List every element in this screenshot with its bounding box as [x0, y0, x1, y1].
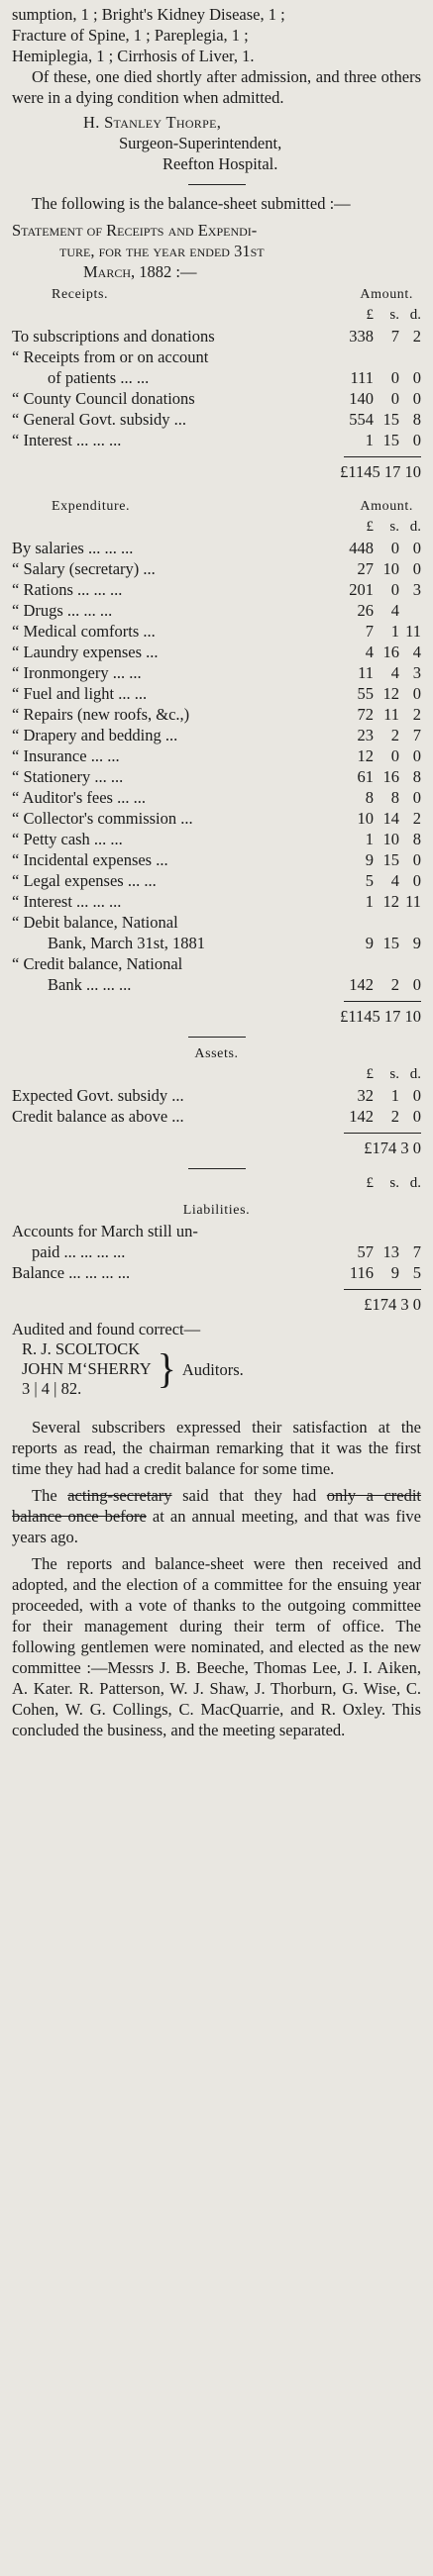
table-row	[12, 600, 421, 621]
amount-pence: 3	[412, 663, 421, 682]
amount-shillings: 9	[390, 1263, 399, 1282]
row-label: Accounts for March still un-	[12, 1222, 198, 1240]
amount-shillings: 14	[382, 809, 399, 828]
table-row	[12, 662, 421, 683]
audit-line: Audited and found correct—	[12, 1320, 201, 1338]
divider	[188, 1168, 246, 1169]
table-row	[12, 326, 421, 347]
amount-pence: 0	[412, 539, 421, 557]
table-row	[12, 558, 421, 579]
table-row	[12, 974, 421, 995]
amount-shillings: 13	[382, 1242, 399, 1261]
amount-shillings: 0	[390, 389, 399, 408]
table-row	[12, 683, 421, 704]
assets-table	[12, 1085, 421, 1127]
amount-pounds: 338	[349, 327, 374, 346]
row-label: “ Legal expenses ... ...	[12, 871, 157, 890]
row-label: Balance ... ... ... ...	[12, 1263, 131, 1282]
row-label: “ Fuel and light ... ...	[12, 684, 148, 703]
amount-pounds: 8	[365, 788, 374, 807]
amount-pounds: 72	[357, 705, 374, 724]
amount-pounds: 448	[349, 539, 374, 557]
row-label: “ Auditor's fees ... ...	[12, 788, 146, 807]
amount-pence: 0	[412, 788, 421, 807]
amount-pence: 11	[405, 622, 421, 641]
liabilities-table	[12, 1221, 421, 1283]
table-row	[12, 745, 421, 766]
row-label: “ Incidental expenses ...	[12, 850, 168, 869]
table-row	[12, 347, 421, 367]
table-row	[12, 787, 421, 808]
table-row	[12, 388, 421, 409]
amount-pence: 5	[412, 1263, 421, 1282]
units-row	[12, 517, 421, 538]
receipts-table	[12, 326, 421, 450]
signature-title: Surgeon-Superintendent,	[119, 134, 282, 152]
table-row	[12, 430, 421, 450]
table-row	[12, 704, 421, 725]
row-label: “ Insurance ... ...	[12, 746, 120, 765]
intro-line: Fracture of Spine, 1 ; Pareplegia, 1 ;	[12, 26, 249, 45]
expenditure-table	[12, 538, 421, 995]
amount-pounds: 1	[365, 892, 374, 911]
amount-pence: 0	[412, 684, 421, 703]
amount-pounds: 4	[365, 643, 374, 661]
row-label: “ Interest ... ... ...	[12, 892, 122, 911]
amount-pence: 8	[412, 410, 421, 429]
amount-pence	[399, 600, 421, 621]
row-label: “ Ironmongery ... ...	[12, 663, 142, 682]
amount-shillings: 2	[390, 726, 399, 744]
table-row	[12, 621, 421, 642]
amount-pence: 2	[412, 705, 421, 724]
balance-intro: The following is the balance-sheet submitted :—	[32, 194, 351, 213]
amount-shillings: 7	[390, 327, 399, 346]
row-label: of patients ... ...	[48, 368, 150, 387]
amount-pounds: 12	[357, 746, 374, 765]
amount-pence: 3	[412, 580, 421, 599]
table-row	[12, 538, 421, 558]
amount-pence: 2	[412, 327, 421, 346]
signature-block	[12, 112, 421, 174]
table-row	[12, 870, 421, 891]
amount-shillings: 4	[390, 601, 399, 620]
amount-pounds: 11	[358, 663, 374, 682]
unit-shillings: s.	[389, 1175, 399, 1191]
unit-pence: d.	[409, 1175, 421, 1191]
units-row	[12, 305, 421, 326]
amount-shillings: 0	[390, 368, 399, 387]
table-row	[12, 1262, 421, 1283]
assets-total: £174 3 0	[364, 1139, 421, 1157]
amount-shillings: 10	[382, 559, 399, 578]
row-label: “ Repairs (new roofs, &c.,)	[12, 705, 190, 724]
table-row	[12, 891, 421, 912]
amount-pounds: 10	[357, 809, 374, 828]
row-label: paid ... ... ... ...	[32, 1242, 126, 1261]
row-label: “ Rations ... ... ...	[12, 580, 123, 599]
unit-pence: d.	[409, 307, 421, 323]
liabilities-title: Liabilities.	[182, 1203, 251, 1218]
auditor-names	[22, 1339, 152, 1399]
table-row	[12, 579, 421, 600]
row-label: “ Drugs ... ... ...	[12, 601, 113, 620]
statement-heading	[12, 220, 421, 282]
intro-lines	[12, 4, 421, 66]
amount-pence: 7	[412, 1242, 421, 1261]
amount-pounds: 142	[349, 1107, 374, 1126]
amount-shillings: 2	[390, 1107, 399, 1126]
amount-shillings: 15	[382, 850, 399, 869]
amount-pence: 0	[412, 431, 421, 449]
statement-line: March, 1882 :—	[83, 262, 197, 281]
table-row	[12, 725, 421, 745]
amount-pence: 0	[412, 368, 421, 387]
closing-paragraph: Several subscribers expressed their satisfaction at the reports as read, the chairman remarking that it was the first time they had had a credit balance for some time.	[12, 1418, 421, 1478]
article-column	[12, 4, 421, 1740]
total-rule	[344, 1001, 421, 1002]
row-label: “ Receipts from or on account	[12, 347, 209, 366]
amount-shillings: 0	[390, 580, 399, 599]
amount-shillings: 16	[382, 767, 399, 786]
unit-pounds: £	[366, 307, 374, 323]
amount-title: Amount.	[360, 287, 413, 302]
amount-shillings: 4	[390, 663, 399, 682]
amount-title: Amount.	[360, 499, 413, 514]
table-row	[12, 808, 421, 829]
amount-pence: 0	[412, 975, 421, 994]
unit-pence: d.	[409, 519, 421, 535]
amount-shillings: 16	[382, 643, 399, 661]
table-row	[12, 849, 421, 870]
table-row	[12, 409, 421, 430]
amount-pence: 0	[412, 871, 421, 890]
auditors-label: Auditors.	[181, 1359, 244, 1379]
amount-pounds: 201	[349, 580, 374, 599]
table-row	[12, 766, 421, 787]
row-label: By salaries ... ... ...	[12, 539, 134, 557]
intro-line: sumption, 1 ; Bright's Kidney Disease, 1 ;	[12, 5, 285, 24]
amount-pence: 8	[412, 830, 421, 848]
total-rule	[344, 1133, 421, 1134]
unit-shillings: s.	[389, 307, 399, 323]
table-row	[12, 933, 421, 953]
row-label: “ Interest ... ... ...	[12, 431, 122, 449]
table-row	[12, 953, 421, 974]
amount-pence: 0	[412, 746, 421, 765]
amount-pounds: 140	[349, 389, 374, 408]
row-label: “ County Council donations	[12, 389, 195, 408]
intro-line: Hemiplegia, 1 ; Cirrhosis of Liver, 1.	[12, 47, 255, 65]
closing-paragraph: The acting-secretary said that they had only a credit balance once before at an annual meeting, and that was five years ago.	[12, 1486, 422, 1546]
amount-shillings: 1	[390, 1086, 399, 1105]
amount-pounds: 55	[357, 684, 374, 703]
receipts-header	[12, 284, 421, 305]
amount-pounds: 61	[357, 767, 374, 786]
row-label: To subscriptions and donations	[12, 327, 215, 346]
amount-pence: 8	[412, 767, 421, 786]
row-label: “ Medical comforts ...	[12, 622, 156, 641]
expenditure-total: £1145 17 10	[340, 1007, 421, 1026]
amount-shillings: 15	[382, 410, 399, 429]
total-rule	[344, 456, 421, 457]
amount-shillings: 4	[390, 871, 399, 890]
amount-shillings: 2	[390, 975, 399, 994]
deaths-paragraph: Of these, one died shortly after admission, and three others were in a dying condition when admitted.	[12, 67, 421, 107]
row-label: “ Credit balance, National	[12, 954, 183, 973]
audit-block	[12, 1339, 421, 1399]
amount-shillings: 12	[382, 892, 399, 911]
amount-shillings: 0	[390, 539, 399, 557]
amount-pounds: 23	[357, 726, 374, 744]
amount-shillings: 10	[382, 830, 399, 848]
row-label: Bank ... ... ...	[48, 975, 132, 994]
receipts-title: Receipts.	[52, 287, 109, 302]
statement-line: ture, for the year ended 31st	[59, 242, 265, 260]
amount-pounds: 32	[357, 1086, 374, 1105]
amount-pounds: 57	[357, 1242, 374, 1261]
unit-pounds: £	[366, 1175, 374, 1191]
amount-pounds: 1	[365, 431, 374, 449]
receipts-total: £1145 17 10	[340, 462, 421, 481]
row-label: Bank, March 31st, 1881	[48, 934, 206, 952]
unit-shillings: s.	[389, 1066, 399, 1082]
amount-pence: 9	[412, 934, 421, 952]
table-row	[12, 829, 421, 849]
statement-line: Statement of Receipts and Expendi-	[12, 221, 258, 240]
table-row	[12, 1106, 421, 1127]
row-label: “ Collector's commission ...	[12, 809, 193, 828]
units-row	[12, 1064, 421, 1085]
amount-pounds: 26	[357, 601, 374, 620]
expenditure-title: Expenditure.	[52, 499, 131, 514]
amount-pounds: 9	[365, 934, 374, 952]
amount-pounds: 7	[365, 622, 374, 641]
divider	[188, 184, 246, 185]
row-label: “ Stationery ... ...	[12, 767, 124, 786]
amount-pence: 0	[412, 1086, 421, 1105]
amount-pounds: 554	[349, 410, 374, 429]
row-label: Expected Govt. subsidy ...	[12, 1086, 184, 1105]
unit-pounds: £	[366, 1066, 374, 1082]
table-row	[12, 642, 421, 662]
row-label: “ Laundry expenses ...	[12, 643, 159, 661]
unit-pounds: £	[366, 519, 374, 535]
amount-pence: 0	[412, 1107, 421, 1126]
row-label: “ Salary (secretary) ...	[12, 559, 156, 578]
table-row	[12, 1221, 421, 1241]
amount-pence: 11	[405, 892, 421, 911]
table-row	[12, 912, 421, 933]
brace-glyph: }	[157, 1344, 176, 1393]
row-label: “ Debit balance, National	[12, 913, 178, 932]
amount-pounds: 5	[365, 871, 374, 890]
amount-shillings: 0	[390, 746, 399, 765]
expenditure-header	[12, 496, 421, 517]
audit-date: 3 | 4 | 82.	[22, 1379, 82, 1398]
row-label: Credit balance as above ...	[12, 1107, 184, 1126]
auditor-name: JOHN M‘SHERRY	[22, 1359, 152, 1378]
amount-pence: 7	[412, 726, 421, 744]
amount-shillings: 12	[382, 684, 399, 703]
amount-pence: 0	[412, 850, 421, 869]
units-row	[12, 1173, 421, 1194]
amount-pence: 0	[412, 559, 421, 578]
liabilities-total: £174 3 0	[364, 1295, 421, 1314]
unit-pence: d.	[409, 1066, 421, 1082]
divider	[188, 1037, 246, 1038]
auditor-name: R. J. SCOLTOCK	[22, 1339, 141, 1358]
amount-shillings: 1	[390, 622, 399, 641]
amount-pounds: 1	[365, 830, 374, 848]
row-label: “ Drapery and bedding ...	[12, 726, 178, 744]
assets-title: Assets.	[194, 1046, 239, 1061]
row-label: “ General Govt. subsidy ...	[12, 410, 186, 429]
signature-hospital: Reefton Hospital.	[162, 154, 278, 173]
amount-pounds: 111	[350, 368, 374, 387]
unit-shillings: s.	[389, 519, 399, 535]
row-label: “ Petty cash ... ...	[12, 830, 123, 848]
total-rule	[344, 1289, 421, 1290]
closing-paragraph: The reports and balance-sheet were then received and adopted, and the election of a committee for the ensuing year proceeded, with a vote of thanks to the outgoing committee for their management during their term of office. The following gentlemen were nominated, and elected as the new committee :—Messrs J. B. Beeche, Thomas Lee, J. I. Aiken, A. Kater. R. Patterson, W. J. Shaw, J. Thorburn, G. Wise, C. Cohen, W. G. Collings, C. MacQuarrie, and R. Oxley. This concluded the business, and the meeting separated.	[12, 1554, 421, 1739]
amount-shillings: 15	[382, 431, 399, 449]
amount-pence: 2	[412, 809, 421, 828]
amount-pounds: 9	[365, 850, 374, 869]
table-row	[12, 1241, 421, 1262]
amount-shillings: 8	[390, 788, 399, 807]
amount-shillings: 11	[383, 705, 399, 724]
amount-pence: 0	[412, 389, 421, 408]
signature-name: H. Stanley Thorpe,	[83, 113, 222, 132]
amount-pounds: 142	[349, 975, 374, 994]
amount-pounds: 27	[357, 559, 374, 578]
amount-pounds: 116	[349, 1263, 374, 1282]
table-row	[12, 1085, 421, 1106]
amount-pence: 4	[412, 643, 421, 661]
table-row	[12, 367, 421, 388]
amount-shillings: 15	[382, 934, 399, 952]
